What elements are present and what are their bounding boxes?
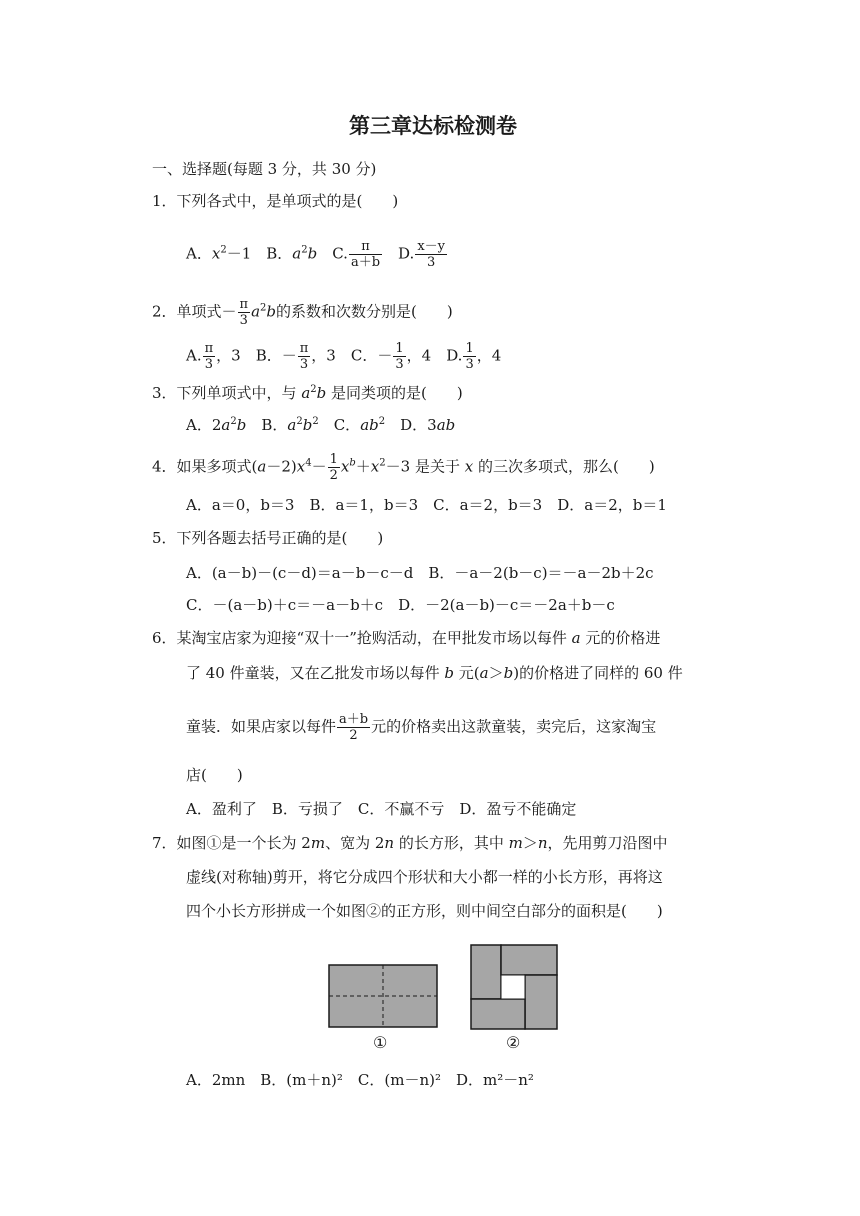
- question-2-stem: 2．单项式－ $\frac{\pi}{3}$ $a^2b$的系数和次数分别是( ): [152, 297, 453, 328]
- question-3-stem: 3．下列单项式中，与 $a^2b$ 是同类项的是( ): [152, 384, 463, 402]
- question-3-options: A．$2a^2b$ B．$a^2b^2$ C．$ab^2$ D．3ab: [186, 416, 456, 434]
- question-6-line1: 6．某淘宝店家为迎接“双十一”抢购活动，在甲批发市场以每件 a 元的价格进: [152, 629, 661, 647]
- question-7-line3: 四个小长方形拼成一个如图②的正方形，则中间空白部分的面积是( ): [186, 902, 663, 920]
- question-7-line1: 7．如图①是一个长为 2m、宽为 2n 的长方形，其中 m＞n，先用剪刀沿图中: [152, 834, 668, 852]
- question-7-line2: 虚线(对称轴)剪开，将它分成四个形状和大小都一样的小长方形，再将这: [186, 868, 663, 886]
- question-1-stem: 1．下列各式中，是单项式的是( ): [152, 192, 399, 210]
- question-4-options: A．a＝0，b＝3 B．a＝1，b＝3 C．a＝2，b＝3 D．a＝2，b＝1: [186, 496, 667, 514]
- figure-1-rectangle: [328, 964, 438, 1028]
- figure-2-label: ②: [506, 1033, 521, 1052]
- section-header: 一、选择题(每题 3 分，共 30 分): [152, 160, 377, 178]
- figure-1-label: ①: [373, 1033, 388, 1052]
- page-title: 第三章达标检测卷: [349, 114, 517, 138]
- question-6-options: A．盈利了 B．亏损了 C．不赢不亏 D．盈亏不能确定: [186, 800, 577, 818]
- question-6-line2: 了 40 件童装，又在乙批发市场以每件 b 元(a＞b)的价格进了同样的 60 件: [186, 664, 683, 682]
- question-5-stem: 5．下列各题去括号正确的是( ): [152, 529, 384, 547]
- figure-2-square: [470, 944, 558, 1030]
- question-6-line3: 童装．如果店家以每件 $\frac{a+b}{2}$ 元的价格卖出这款童装，卖完后，这家淘宝: [186, 712, 657, 743]
- question-5-options-line2: C．－(a－b)＋c＝－a－b＋c D．－2(a－b)－c＝－2a＋b－c: [186, 596, 615, 614]
- question-7-options: A．2mn B．(m＋n)² C．(m－n)² D．m²－n²: [186, 1071, 534, 1089]
- question-1-options: A．$x^2-1$ B．$a^2b$ C. $\frac{\pi}{a+b}$ D. $\frac{x-y}{3}$: [186, 239, 445, 270]
- question-2-options: A. $\frac{\pi}{3}$ ，3 B．－ $\frac{\pi}{3}$ ，3 C．－ $\frac{1}{3}$ ，4 D. $\frac{1}{3}$ ，4: [186, 341, 502, 372]
- question-4-stem: 4．如果多项式$(a-2)x^4-$ $\frac{1}{2}$ $x^b+x^2-3$ 是关于 x 的三次多项式，那么( ): [152, 452, 655, 483]
- question-5-options-line1: A．(a－b)－(c－d)＝a－b－c－d B．－a－2(b－c)＝－a－2b＋2c: [186, 564, 654, 582]
- question-6-line4: 店( ): [186, 766, 243, 784]
